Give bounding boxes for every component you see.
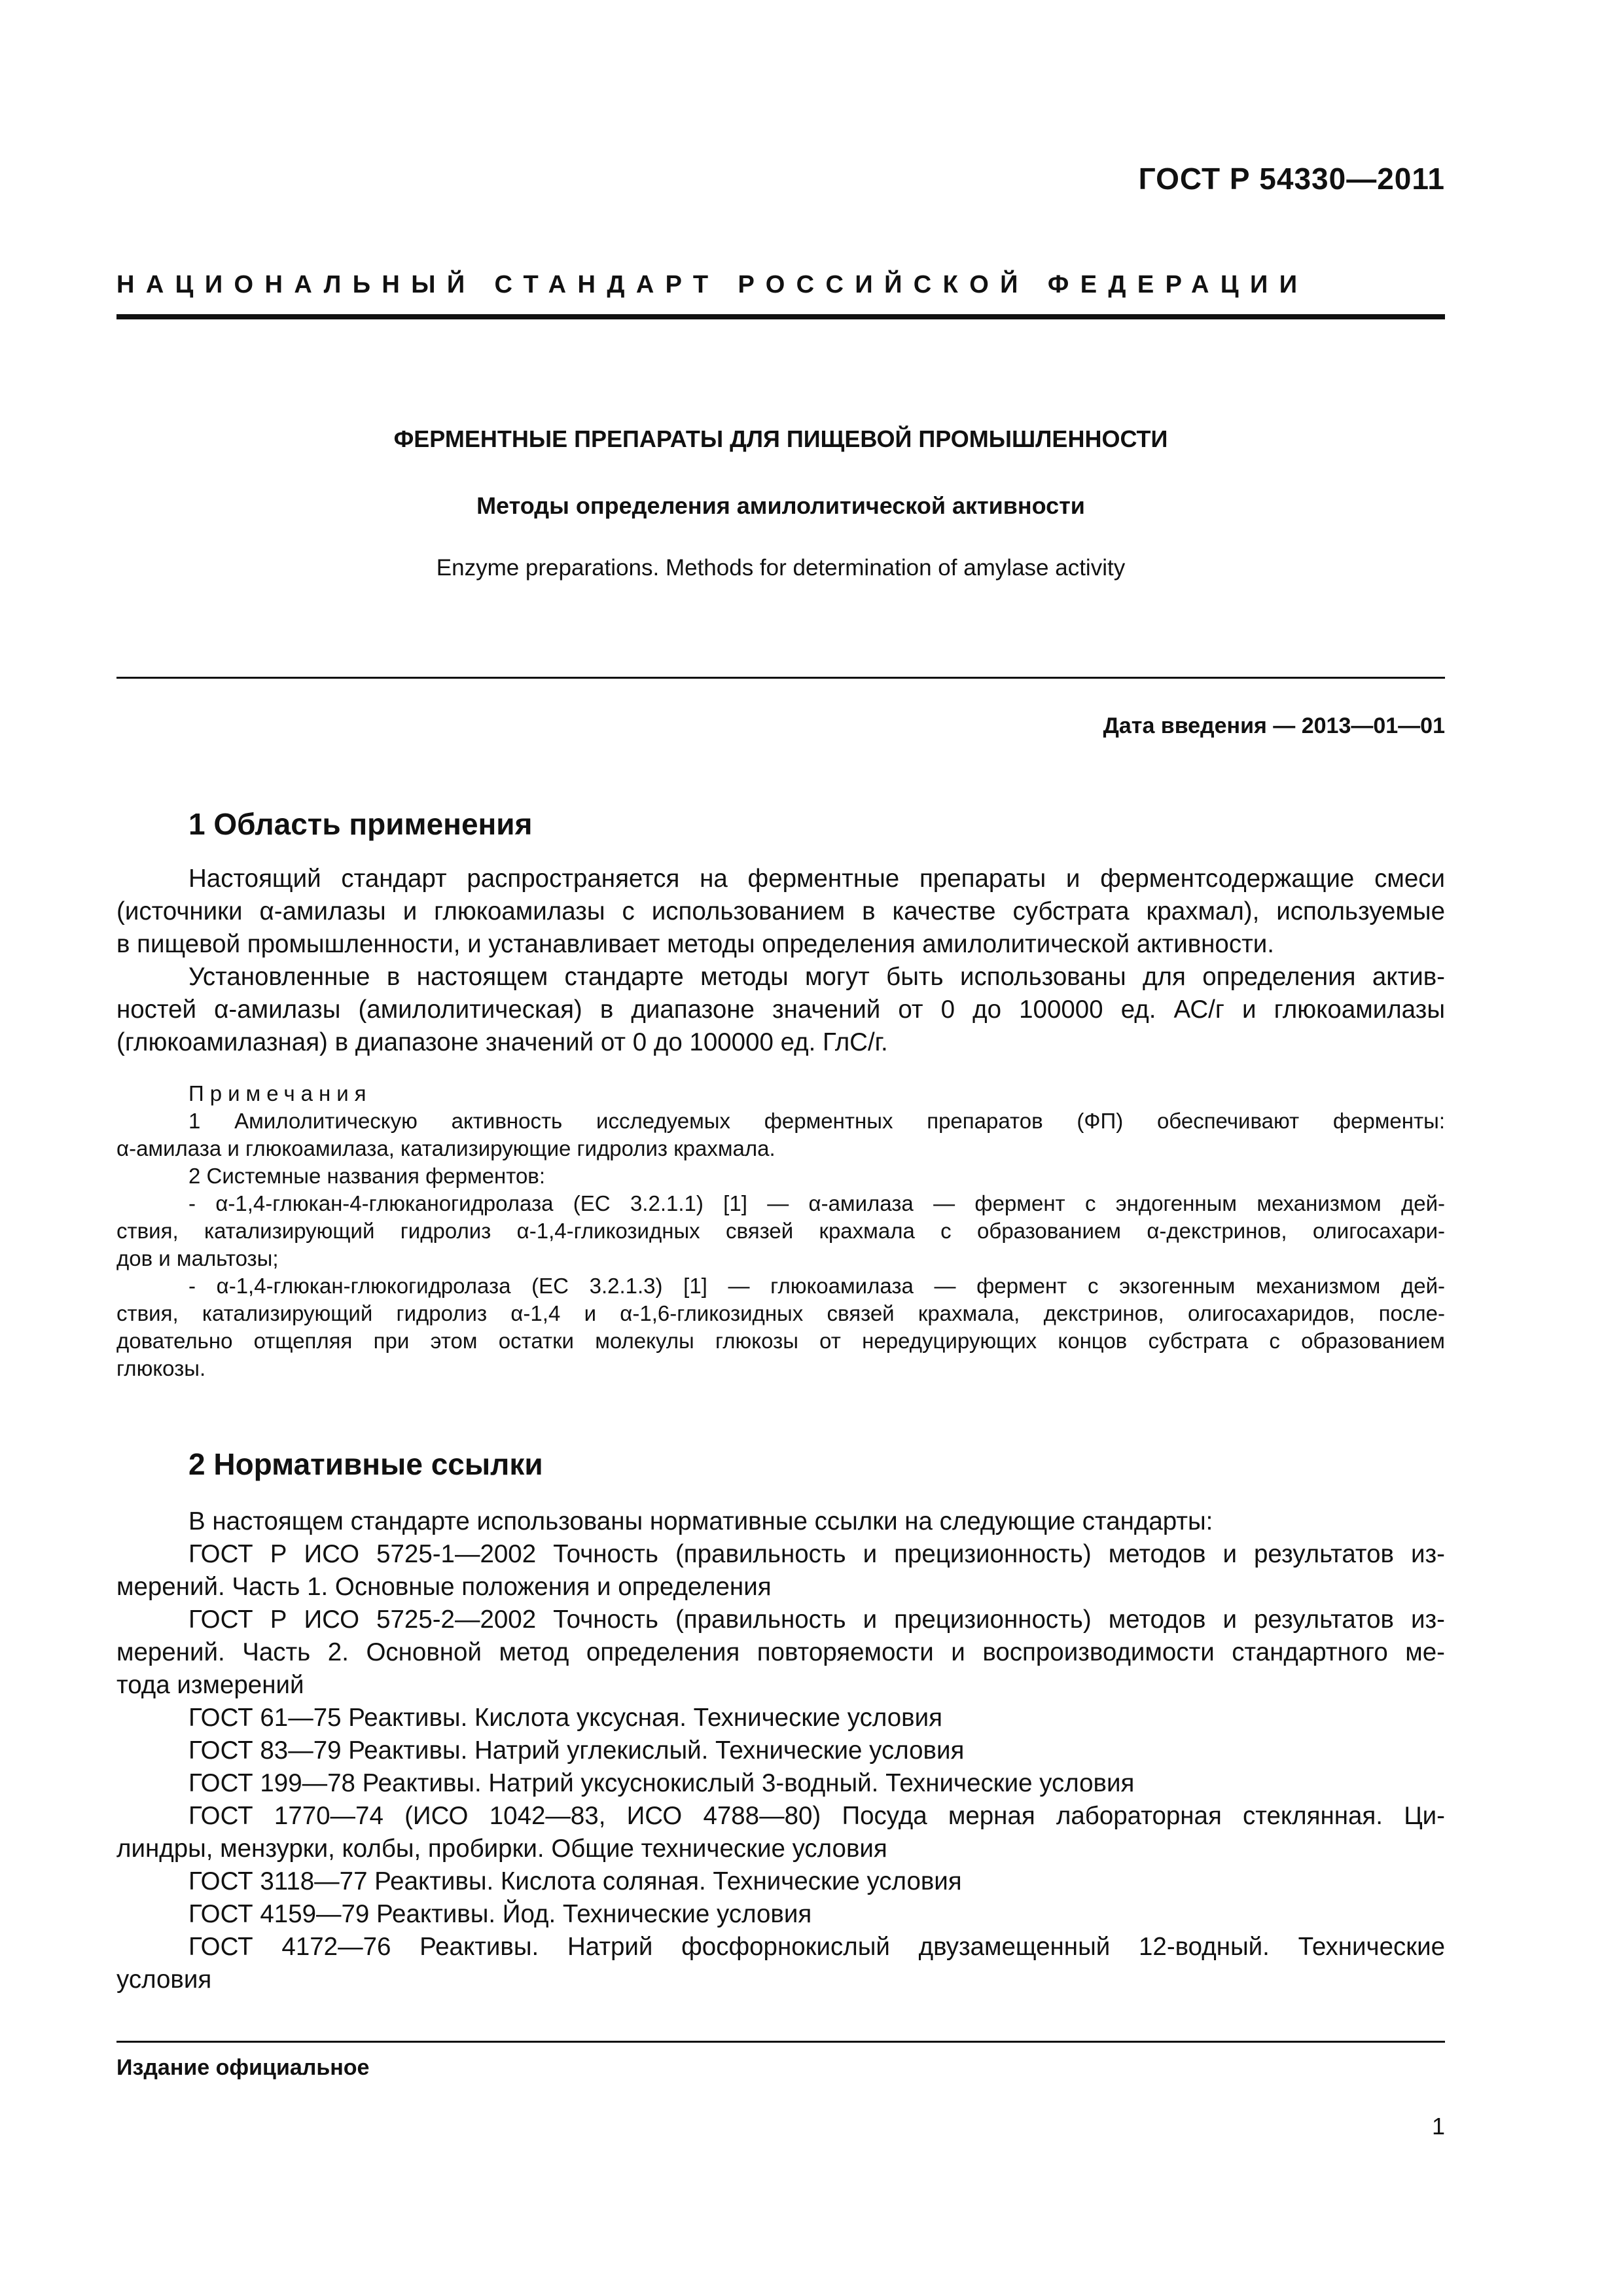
document-title: ФЕРМЕНТНЫЕ ПРЕПАРАТЫ ДЛЯ ПИЩЕВОЙ ПРОМЫШЛЕННОСТИ [393,425,1168,452]
header-divider [116,314,1445,319]
document-page [116,0,1445,2296]
text-line: В настоящем стандарте использованы нормативные ссылки на следующие стандарты: [188,1507,1213,1535]
reference-line: мерений. Часть 2. Основной метод определения повторяемости и воспроизводимости стандартного ме- [116,1638,1445,1666]
note-line: - α-1,4-глюкан-4-глюканогидролаза (ЕС 3.2.1.1) [1] — α-амилаза — фермент с эндогенным механизмом дей- [188,1191,1445,1215]
text-line: в пищевой промышленности, и устанавливает методы определения амилолитической активности. [116,930,1274,958]
section-2-references [116,1505,1445,1996]
text-line: ностей α-амилазы (амилолитическая) в диапазоне значений от 0 до 100000 ед. АС/г и глюкоамилазы [116,996,1445,1024]
reference-line: линдры, мензурки, колбы, пробирки. Общие технические условия [116,1835,887,1863]
reference-line: ГОСТ Р ИСО 5725-1—2002 Точность (правильность и прецизионность) методов и результатов из- [188,1540,1445,1568]
national-standard-header: НАЦИОНАЛЬНЫЙ СТАНДАРТ РОССИЙСКОЙ ФЕДЕРАЦИИ [116,271,1309,298]
reference-line: ГОСТ 199—78 Реактивы. Натрий уксуснокислый 3-водный. Технические условия [188,1769,1135,1797]
introduction-date: Дата введения — 2013—01—01 [1103,713,1445,738]
reference-line: ГОСТ Р ИСО 5725-2—2002 Точность (правильность и прецизионность) методов и результатов из- [188,1605,1445,1634]
note-line: - α-1,4-глюкан-глюкогидролаза (ЕС 3.2.1.3) [1] — глюкоамилаза — фермент с экзогенным механизмом дей- [188,1274,1445,1298]
section-1-heading: 1 Область применения [188,807,533,841]
note-line: α-амилаза и глюкоамилаза, катализирующие гидролиз крахмала. [116,1136,776,1160]
text-line: (источники α-амилазы и глюкоамилазы с использованием в качестве субстрата крахмал), используемые [116,897,1445,925]
section-1-paragraph-1 [116,863,1445,961]
reference-line: ГОСТ 3118—77 Реактивы. Кислота соляная. Технические условия [188,1867,962,1895]
text-line: (глюкоамилазная) в диапазоне значений от 0 до 100000 ед. ГлС/г. [116,1028,888,1056]
note-line: довательно отщепляя при этом остатки молекулы глюкозы от нередуцирующих концов субстрата с образованием [116,1329,1445,1353]
note-line: ствия, катализирующий гидролиз α-1,4-гликозидных связей крахмала с образованием α-декстринов, олигосахари- [116,1219,1445,1243]
note-line: глюкозы. [116,1356,206,1380]
note-line: 1 Амилолитическую активность исследуемых ферментных препаратов (ФП) обеспечивают ферменты: [188,1109,1445,1133]
text-line: Настоящий стандарт распространяется на ферментные препараты и ферментсодержащие смеси [188,865,1445,893]
english-title: Enzyme preparations. Methods for determination of amylase activity [436,555,1126,581]
note-line: ствия, катализирующий гидролиз α-1,4 и α-1,6-гликозидных связей крахмала, декстринов, олигосахаридов, после- [116,1301,1445,1325]
reference-line: тода измерений [116,1671,304,1699]
reference-line: ГОСТ 4159—79 Реактивы. Йод. Технические условия [188,1900,812,1928]
reference-line: ГОСТ 83—79 Реактивы. Натрий углекислый. Технические условия [188,1736,965,1765]
reference-line: условия [116,1965,212,1994]
section-2-heading: 2 Нормативные ссылки [188,1447,543,1481]
note-line: 2 Системные названия ферментов: [188,1164,545,1188]
official-edition-label: Издание официальное [116,2055,370,2080]
reference-line: ГОСТ 1770—74 (ИСО 1042—83, ИСО 4788—80) Посуда мерная лабораторная стеклянная. Ци- [188,1802,1445,1830]
text-line: Установленные в настоящем стандарте методы могут быть использованы для определения актив- [188,963,1445,991]
footer-divider [116,2041,1445,2043]
notes-heading: Примечания [188,1081,372,1105]
reference-line: ГОСТ 4172—76 Реактивы. Натрий фосфорнокислый двузамещенный 12-водный. Технические [188,1933,1445,1961]
note-line: дов и мальтозы; [116,1246,279,1270]
section-1-notes [116,1080,1445,1382]
document-subtitle: Методы определения амилолитической активности [476,492,1085,519]
reference-line: ГОСТ 61—75 Реактивы. Кислота уксусная. Технические условия [188,1704,942,1732]
page-number: 1 [1431,2113,1445,2140]
title-divider [116,677,1445,679]
reference-line: мерений. Часть 1. Основные положения и определения [116,1573,772,1601]
section-1-paragraph-2 [116,961,1445,1059]
gost-number: ГОСТ Р 54330—2011 [1138,162,1445,196]
